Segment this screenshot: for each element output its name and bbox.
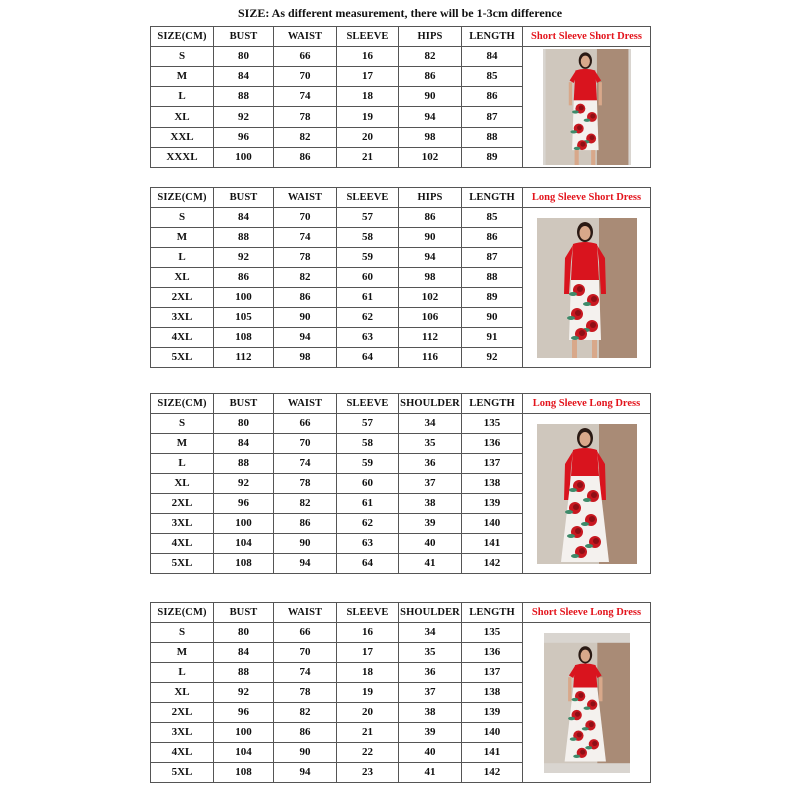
measurement-cell: 61 [337,288,399,308]
measurement-cell: 17 [337,643,399,663]
measurement-cell: 80 [214,623,274,643]
measurement-cell: 137 [462,454,523,474]
size-label: 2XL [151,703,214,723]
measurement-cell: 80 [214,414,274,434]
column-header: BUST [214,603,274,623]
measurement-cell: 34 [399,623,462,643]
table-row [151,623,651,643]
measurement-cell: 16 [337,623,399,643]
measurement-cell: 87 [462,107,523,127]
measurement-cell: 85 [462,67,523,87]
measurement-cell: 86 [462,87,523,107]
size-label: 2XL [151,494,214,514]
size-label: XXL [151,127,214,147]
column-header: LENGTH [462,603,523,623]
measurement-cell: 89 [462,147,523,167]
measurement-cell: 16 [337,47,399,67]
size-label: 4XL [151,534,214,554]
size-label: S [151,208,214,228]
measurement-cell: 88 [214,454,274,474]
measurement-cell: 135 [462,414,523,434]
measurement-cell: 63 [337,534,399,554]
measurement-cell: 92 [462,348,523,368]
measurement-cell: 112 [214,348,274,368]
measurement-cell: 100 [214,723,274,743]
measurement-cell: 94 [274,328,337,348]
measurement-cell: 37 [399,683,462,703]
measurement-cell: 112 [399,328,462,348]
measurement-cell: 96 [214,494,274,514]
measurement-cell: 84 [214,67,274,87]
dress-photo [544,633,630,773]
measurement-cell: 86 [399,67,462,87]
size-label: 5XL [151,348,214,368]
size-label: S [151,414,214,434]
measurement-cell: 90 [274,743,337,763]
measurement-cell: 116 [399,348,462,368]
measurement-cell: 86 [274,514,337,534]
column-header: HIPS [399,27,462,47]
column-header: WAIST [274,603,337,623]
size-table-long-long [150,393,651,574]
measurement-cell: 90 [274,534,337,554]
measurement-cell: 100 [214,288,274,308]
measurement-cell: 96 [214,703,274,723]
size-label: S [151,47,214,67]
measurement-cell: 62 [337,514,399,534]
measurement-cell: 62 [337,308,399,328]
column-header: SIZE(CM) [151,603,214,623]
size-label: 4XL [151,743,214,763]
column-header: HIPS [399,188,462,208]
size-label: XXXL [151,147,214,167]
measurement-cell: 106 [399,308,462,328]
measurement-cell: 85 [462,208,523,228]
measurement-cell: 37 [399,474,462,494]
measurement-cell: 61 [337,494,399,514]
size-label: L [151,248,214,268]
measurement-cell: 40 [399,534,462,554]
measurement-cell: 74 [274,228,337,248]
size-label: L [151,663,214,683]
measurement-cell: 21 [337,723,399,743]
measurement-cell: 139 [462,494,523,514]
measurement-cell: 66 [274,414,337,434]
measurement-cell: 20 [337,703,399,723]
measurement-cell: 59 [337,454,399,474]
measurement-cell: 39 [399,723,462,743]
measurement-cell: 82 [274,127,337,147]
measurement-cell: 90 [462,308,523,328]
column-header: SLEEVE [337,27,399,47]
column-header: SLEEVE [337,188,399,208]
table-header-row [151,394,651,414]
measurement-cell: 78 [274,474,337,494]
measurement-cell: 35 [399,434,462,454]
measurement-cell: 36 [399,454,462,474]
column-header: WAIST [274,188,337,208]
size-table-short-long [150,602,651,783]
dress-photo [543,49,631,165]
measurement-cell: 88 [462,268,523,288]
measurement-cell: 35 [399,643,462,663]
table-row [151,414,651,434]
measurement-cell: 138 [462,474,523,494]
measurement-cell: 84 [214,434,274,454]
measurement-cell: 78 [274,248,337,268]
measurement-cell: 140 [462,514,523,534]
dress-photo [537,218,637,358]
measurement-cell: 84 [214,208,274,228]
measurement-cell: 100 [214,147,274,167]
measurement-cell: 90 [399,87,462,107]
measurement-cell: 70 [274,643,337,663]
column-header: SLEEVE [337,394,399,414]
measurement-cell: 92 [214,683,274,703]
measurement-cell: 104 [214,743,274,763]
measurement-cell: 38 [399,494,462,514]
size-label: S [151,623,214,643]
size-label: M [151,643,214,663]
measurement-cell: 60 [337,268,399,288]
measurement-cell: 104 [214,534,274,554]
measurement-cell: 57 [337,208,399,228]
measurement-cell: 140 [462,723,523,743]
size-label: XL [151,107,214,127]
measurement-cell: 38 [399,703,462,723]
column-header: WAIST [274,27,337,47]
size-label: XL [151,683,214,703]
measurement-cell: 86 [399,208,462,228]
table-header-row [151,27,651,47]
measurement-cell: 23 [337,763,399,783]
dress-photo-cell [523,208,651,368]
measurement-cell: 94 [399,107,462,127]
dress-photo-cell [523,623,651,783]
measurement-cell: 86 [274,288,337,308]
measurement-cell: 105 [214,308,274,328]
column-header: LENGTH [462,27,523,47]
measurement-cell: 94 [274,554,337,574]
measurement-cell: 108 [214,328,274,348]
column-header: LENGTH [462,394,523,414]
measurement-cell: 57 [337,414,399,434]
measurement-cell: 94 [399,248,462,268]
size-label: M [151,67,214,87]
size-label: 3XL [151,723,214,743]
column-header: BUST [214,188,274,208]
column-header: SHOULDER [399,394,462,414]
size-table-long-short [150,187,651,368]
size-label: 2XL [151,288,214,308]
measurement-cell: 135 [462,623,523,643]
measurement-cell: 92 [214,474,274,494]
measurement-cell: 86 [214,268,274,288]
measurement-cell: 88 [214,663,274,683]
measurement-cell: 86 [274,723,337,743]
measurement-cell: 70 [274,208,337,228]
measurement-cell: 102 [399,147,462,167]
size-label: 5XL [151,763,214,783]
page-heading: SIZE: As different measurement, there will be 1-3cm difference [237,6,563,20]
measurement-cell: 64 [337,554,399,574]
dress-photo-cell [523,414,651,574]
measurement-cell: 142 [462,554,523,574]
dress-photo [537,424,637,564]
column-header: BUST [214,394,274,414]
measurement-cell: 98 [399,268,462,288]
measurement-cell: 82 [274,268,337,288]
size-label: 4XL [151,328,214,348]
measurement-cell: 41 [399,763,462,783]
measurement-cell: 137 [462,663,523,683]
measurement-cell: 82 [399,47,462,67]
measurement-cell: 88 [214,228,274,248]
table-header-row [151,188,651,208]
measurement-cell: 90 [274,308,337,328]
table-header-row [151,603,651,623]
measurement-cell: 58 [337,228,399,248]
measurement-cell: 86 [274,147,337,167]
measurement-cell: 34 [399,414,462,434]
column-header: SLEEVE [337,603,399,623]
measurement-cell: 96 [214,127,274,147]
measurement-cell: 136 [462,643,523,663]
measurement-cell: 19 [337,107,399,127]
measurement-cell: 74 [274,663,337,683]
measurement-cell: 100 [214,514,274,534]
measurement-cell: 98 [399,127,462,147]
measurement-cell: 58 [337,434,399,454]
measurement-cell: 84 [214,643,274,663]
measurement-cell: 98 [274,348,337,368]
measurement-cell: 40 [399,743,462,763]
measurement-cell: 82 [274,703,337,723]
size-label: XL [151,474,214,494]
dress-style-title: Short Sleeve Long Dress [523,603,651,623]
measurement-cell: 138 [462,683,523,703]
measurement-cell: 64 [337,348,399,368]
measurement-cell: 92 [214,248,274,268]
measurement-cell: 136 [462,434,523,454]
size-label: M [151,228,214,248]
measurement-cell: 19 [337,683,399,703]
measurement-cell: 18 [337,87,399,107]
measurement-cell: 59 [337,248,399,268]
size-label: 3XL [151,308,214,328]
measurement-cell: 63 [337,328,399,348]
measurement-cell: 87 [462,248,523,268]
dress-photo-cell [523,47,651,168]
size-label: L [151,454,214,474]
table-row [151,47,651,67]
measurement-cell: 90 [399,228,462,248]
measurement-cell: 70 [274,434,337,454]
measurement-cell: 21 [337,147,399,167]
measurement-cell: 88 [214,87,274,107]
size-label: L [151,87,214,107]
column-header: LENGTH [462,188,523,208]
measurement-cell: 66 [274,47,337,67]
column-header: BUST [214,27,274,47]
measurement-cell: 139 [462,703,523,723]
measurement-cell: 82 [274,494,337,514]
measurement-cell: 70 [274,67,337,87]
measurement-cell: 41 [399,554,462,574]
column-header: SHOULDER [399,603,462,623]
measurement-cell: 36 [399,663,462,683]
column-header: SIZE(CM) [151,394,214,414]
measurement-cell: 74 [274,454,337,474]
dress-style-title: Long Sleeve Short Dress [523,188,651,208]
measurement-cell: 86 [462,228,523,248]
dress-style-title: Short Sleeve Short Dress [523,27,651,47]
size-label: 5XL [151,554,214,574]
measurement-cell: 78 [274,107,337,127]
measurement-cell: 142 [462,763,523,783]
measurement-cell: 17 [337,67,399,87]
measurement-cell: 108 [214,554,274,574]
measurement-cell: 18 [337,663,399,683]
dress-style-title: Long Sleeve Long Dress [523,394,651,414]
measurement-cell: 92 [214,107,274,127]
table-row [151,208,651,228]
measurement-cell: 102 [399,288,462,308]
measurement-cell: 91 [462,328,523,348]
measurement-cell: 84 [462,47,523,67]
measurement-cell: 80 [214,47,274,67]
column-header: SIZE(CM) [151,188,214,208]
column-header: WAIST [274,394,337,414]
measurement-cell: 39 [399,514,462,534]
measurement-cell: 20 [337,127,399,147]
size-label: 3XL [151,514,214,534]
measurement-cell: 141 [462,534,523,554]
measurement-cell: 94 [274,763,337,783]
measurement-cell: 22 [337,743,399,763]
measurement-cell: 78 [274,683,337,703]
measurement-cell: 66 [274,623,337,643]
size-label: M [151,434,214,454]
measurement-cell: 108 [214,763,274,783]
measurement-cell: 88 [462,127,523,147]
size-label: XL [151,268,214,288]
measurement-cell: 60 [337,474,399,494]
measurement-cell: 89 [462,288,523,308]
measurement-cell: 141 [462,743,523,763]
column-header: SIZE(CM) [151,27,214,47]
size-table-short-short [150,26,651,168]
measurement-cell: 74 [274,87,337,107]
